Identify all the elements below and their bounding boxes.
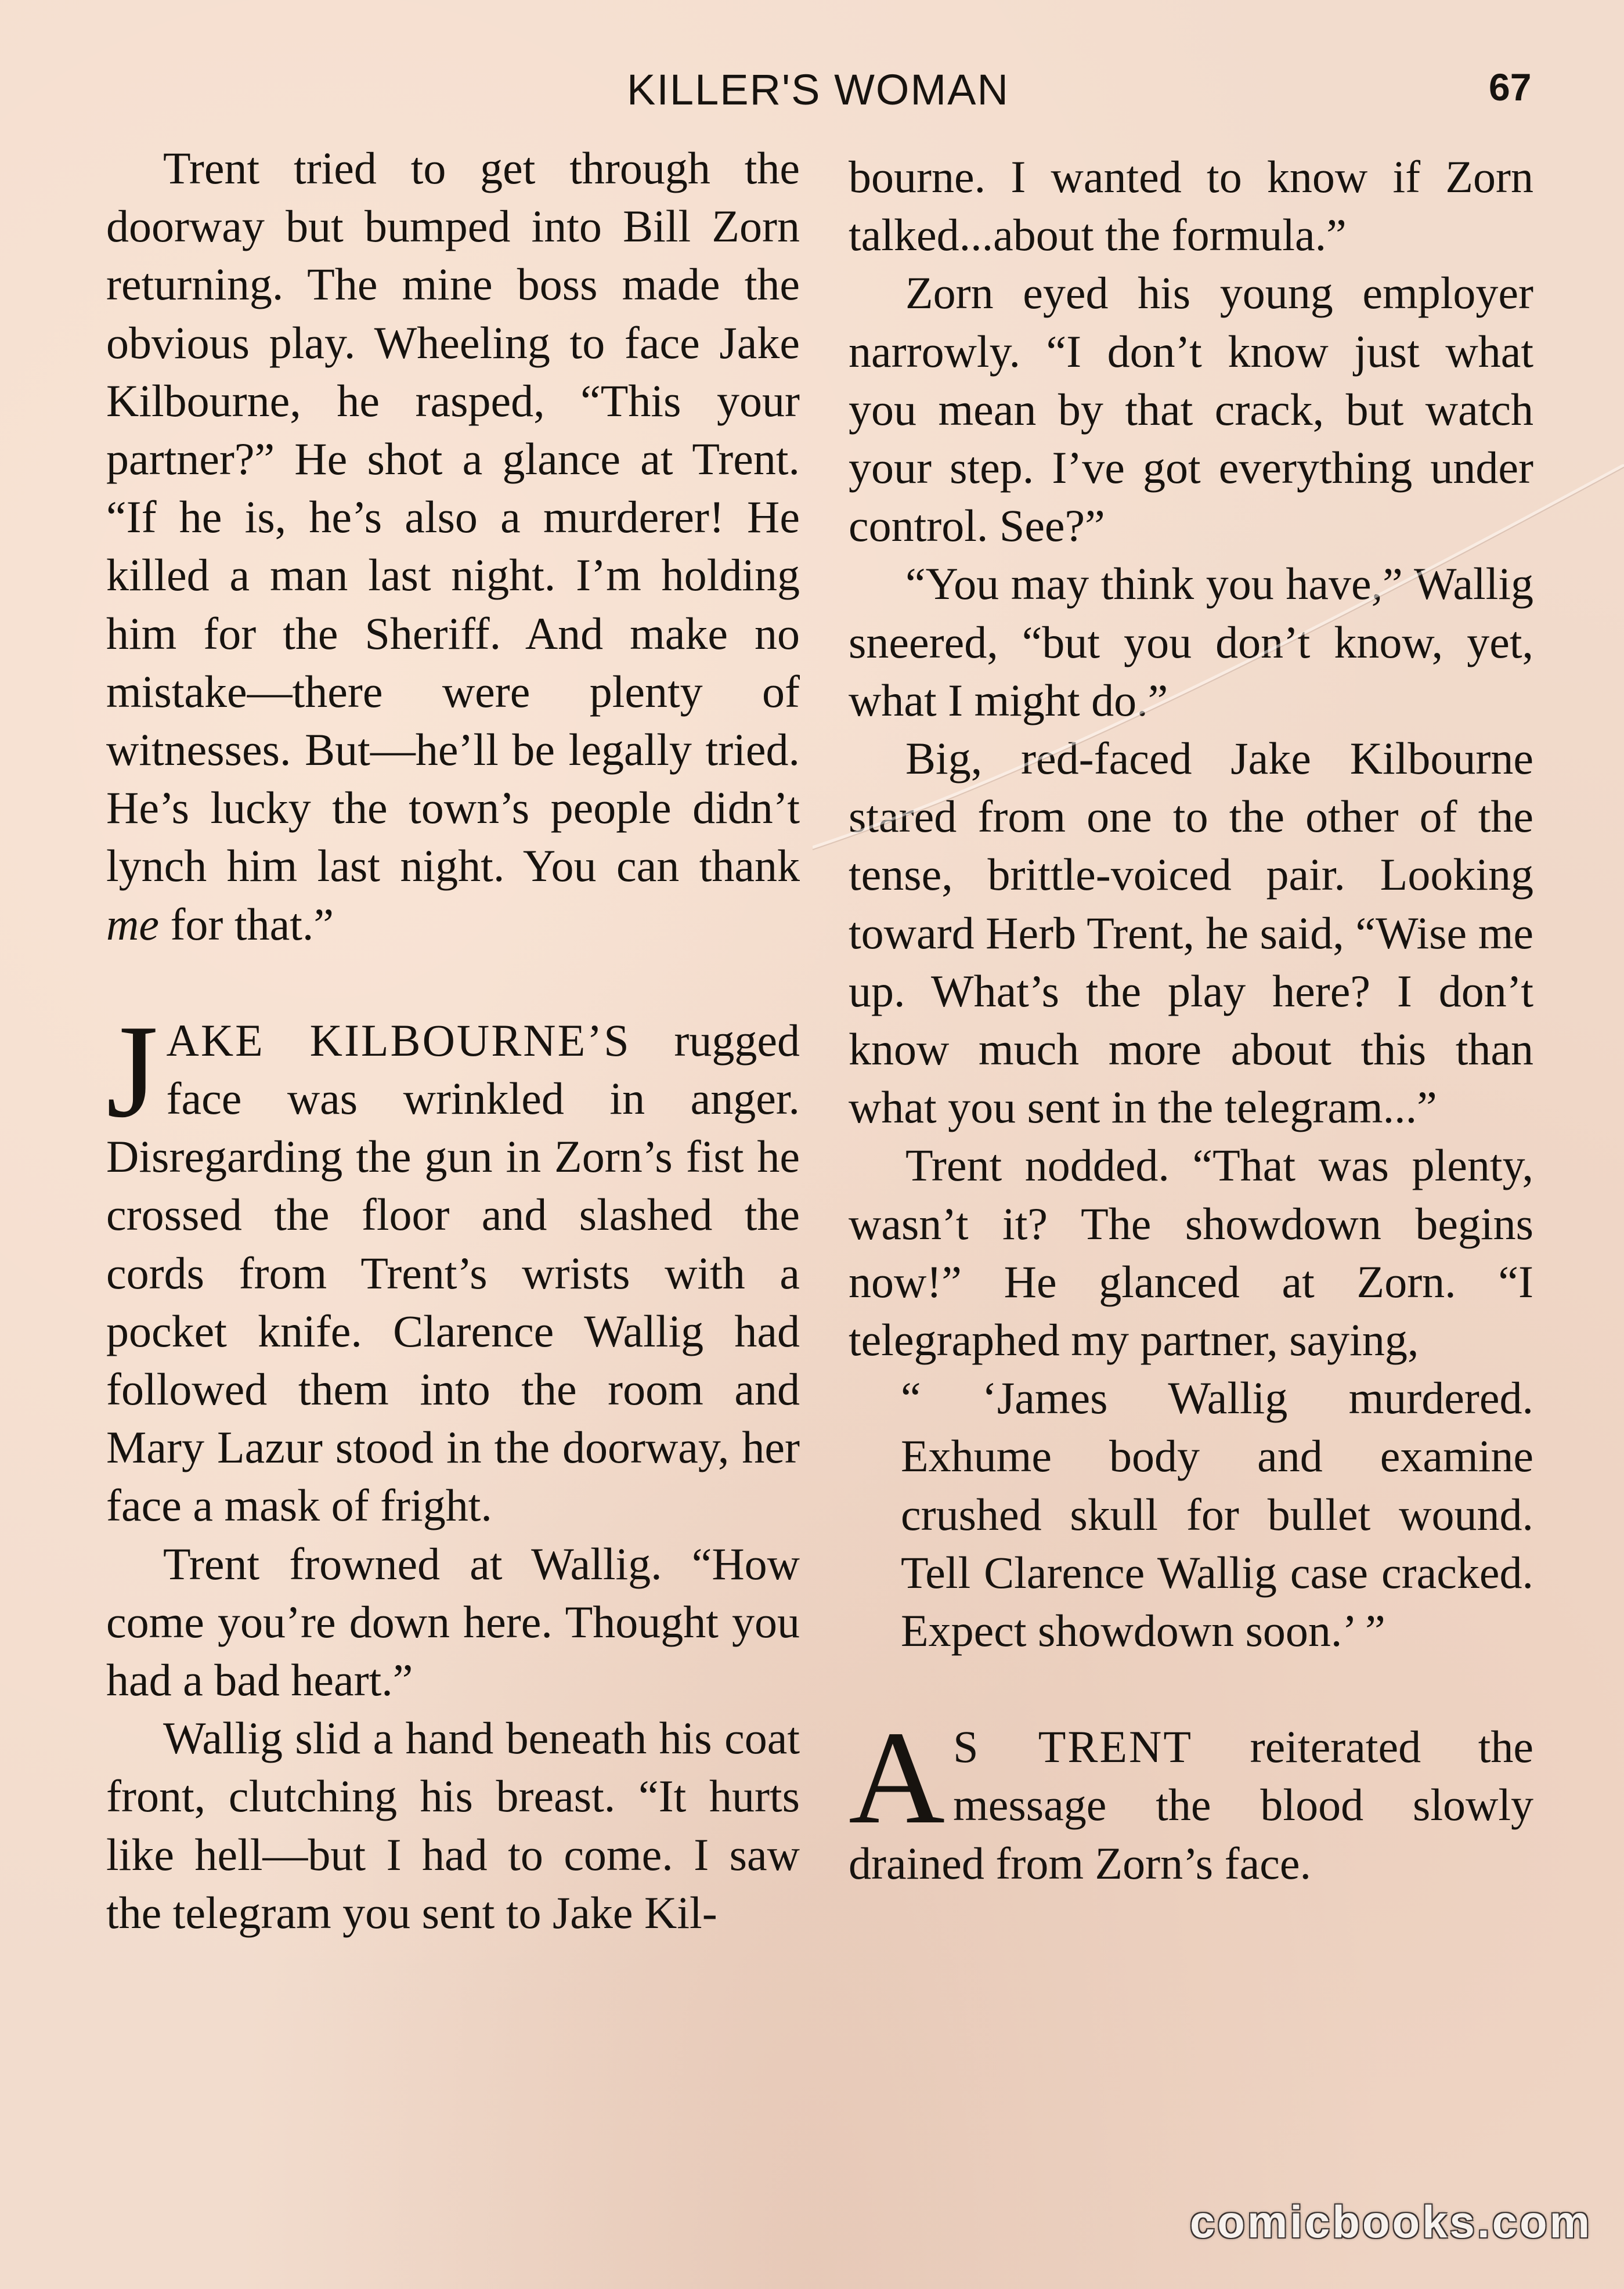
- paragraph: Trent nodded. “That was plenty, wasn’t it? The showdown begins now!” He glanced at Zorn. “I telegraphed my partner, saying,: [849, 1140, 1533, 1366]
- running-title: KILLER'S WOMAN: [627, 66, 1009, 114]
- lead-in-caps: AKE KILBOURNE’S: [166, 1014, 631, 1066]
- emphasis-text: me: [106, 898, 159, 949]
- page-header: [0, 65, 1624, 117]
- paragraph: Wallig slid a hand beneath his coat front, clutching his breast. “It hurts like hell—but I had to come. I saw the telegram you sent to Jake Kil-: [106, 1713, 800, 1938]
- paragraph-text-end: for that.”: [170, 898, 334, 949]
- paragraph: Big, red-faced Jake Kilbourne stared from one to the other of the tense, brittle-voiced pair. Looking toward Herb Trent, he said, “Wise me up. What’s the play here? I don’t know much more about this than what you sent in the telegram...”: [849, 733, 1533, 1133]
- site-watermark: comicbooks.com: [1189, 2196, 1592, 2247]
- drop-cap: A: [849, 1703, 945, 1852]
- paragraph-text: rugged face was wrinkled in anger. Disregarding the gun in Zorn’s fist he crossed the floor and slashed the cords from Trent’s wrists with a pocket knife. Clarence Wallig had followed them into the room and Mary Lazur stood in the doorway, her face a mask of fright.: [106, 1014, 800, 1531]
- paragraph: Zorn eyed his young employer narrowly. “I don’t know just what you mean by that crack, but watch your step. I’ve got everything under control. See?”: [849, 268, 1533, 551]
- paragraph: [106, 139, 800, 954]
- section-opening-paragraph: [106, 997, 800, 1535]
- left-column: [106, 139, 800, 1942]
- telegram-quote: “ ‘James Wallig murdered. Exhume body and examine crushed skull for bullet wound. Tell Clarence Wallig case cracked. Expect showdown soon.’ ”: [901, 1373, 1533, 1656]
- paragraph-continuation: bourne. I wanted to know if Zorn talked...about the formula.”: [849, 151, 1533, 261]
- paragraph: Trent frowned at Wallig. “How come you’re down here. Thought you had a bad heart.”: [106, 1538, 800, 1706]
- paragraph-text: Trent tried to get through the doorway but bumped into Bill Zorn returning. The mine boss made the obvious play. Wheeling to face Jake Kilbourne, he rasped, “This your partner?” He shot a glance at Trent. “If he is, he’s also a murderer! He killed a man last night. I’m holding him for the Sheriff. And make no mistake—there were plenty of witnesses. But—he’ll be legally tried. He’s lucky the town’s people didn’t lynch him last night. You can thank: [106, 143, 800, 891]
- paragraph-text: reiterated the message the blood slowly drained from Zorn’s face.: [849, 1721, 1534, 1889]
- right-column: [849, 148, 1533, 1893]
- lead-in-caps: S TRENT: [953, 1721, 1193, 1772]
- section-opening-paragraph: [849, 1703, 1534, 1893]
- paragraph: “You may think you have,” Wallig sneered, “but you don’t know, yet, what I might do.”: [849, 558, 1533, 725]
- page-number: 67: [1489, 66, 1532, 109]
- drop-cap: J: [106, 997, 158, 1145]
